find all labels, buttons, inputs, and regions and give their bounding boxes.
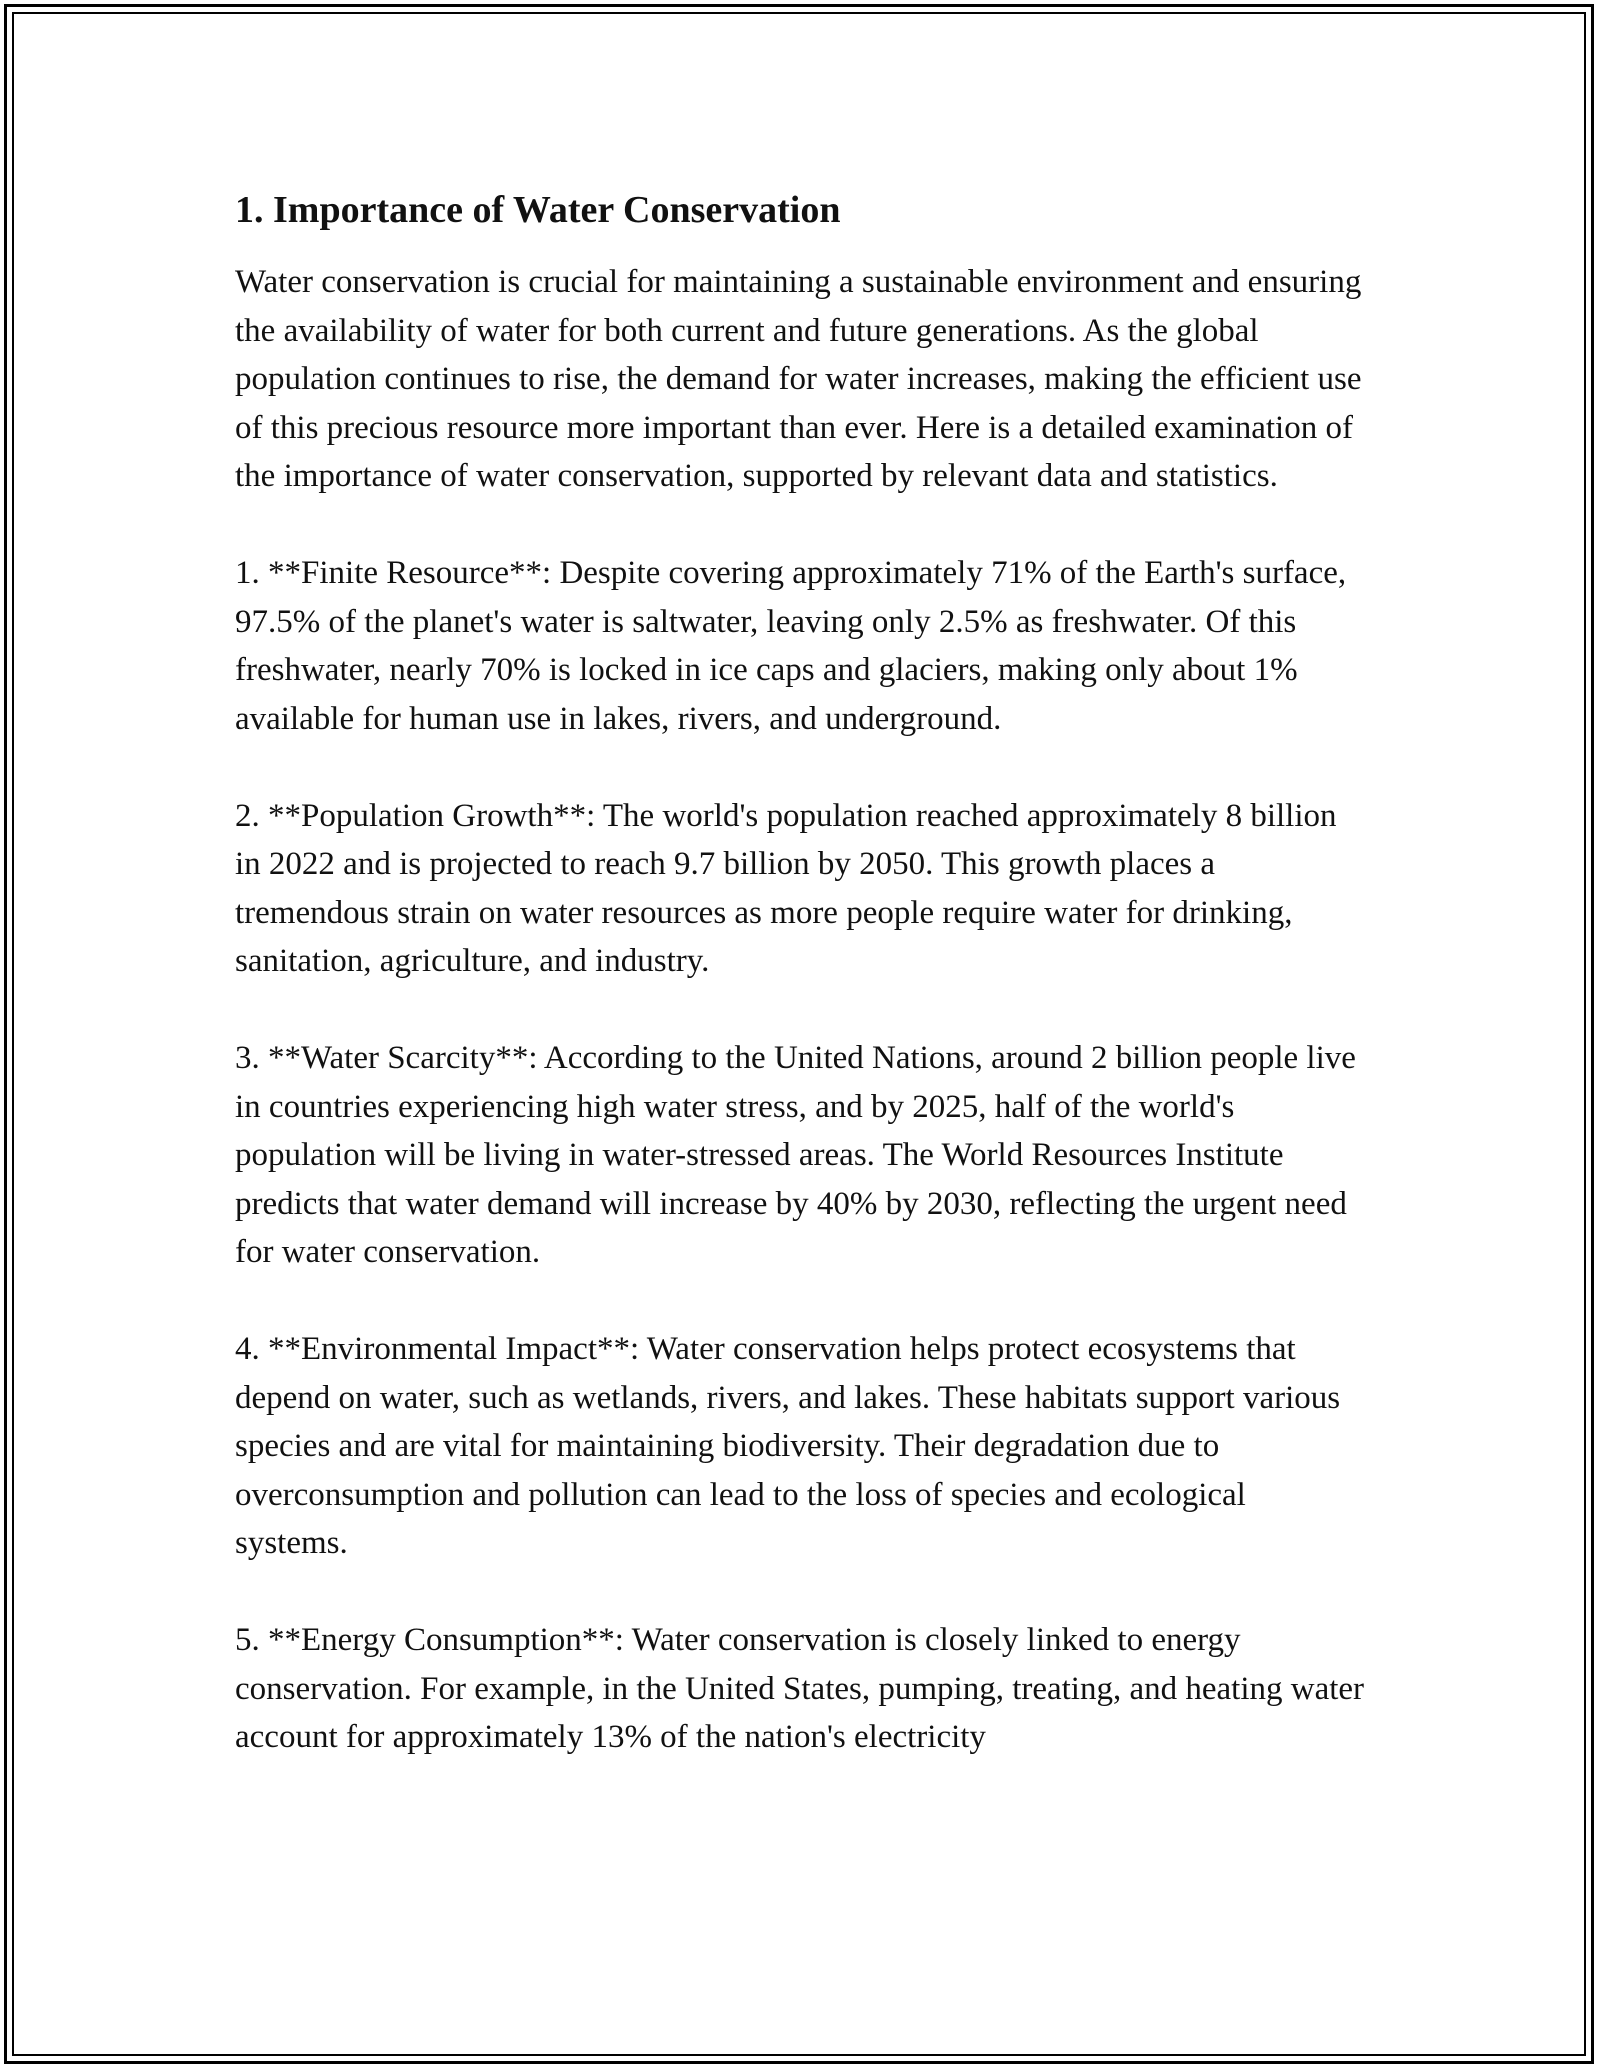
section-heading: 1. Importance of Water Conservation bbox=[235, 189, 841, 231]
point-population-growth: 2. **Population Growth**: The world's population reached approximately 8 billion in 2022 and is projected to reach 9.7 billion by 2050. This growth places a tremendous strain on water resources as more people require water for drinking, sanitation, agriculture, and industry. bbox=[235, 797, 1337, 979]
intro-paragraph: Water conservation is crucial for maintaining a sustainable environment and ensuring the availability of water for both current and future generations. As the global population continues to rise, the demand for water increases, making the efficient use of this precious resource more important than ever. Here is a detailed examination of the importance of water conservation, supported by relevant data and statistics. bbox=[235, 264, 1362, 494]
point-environmental-impact: 4. **Environmental Impact**: Water conservation helps protect ecosystems that depend on water, such as wetlands, rivers, and lakes. These habitats support various species and are vital for maintaining biodiversity. Their degradation due to overconsumption and pollution can lead to the loss of species and ecological systems. bbox=[235, 1331, 1341, 1561]
point-energy-consumption: 5. **Energy Consumption**: Water conservation is closely linked to energy conservation. For example, in the United States, pumping, treating, and heating water account for approximately 13% of the nation's electricity bbox=[235, 1622, 1365, 1755]
document-body bbox=[235, 186, 1365, 1762]
point-finite-resource: 1. **Finite Resource**: Despite covering approximately 71% of the Earth's surface, 97.5% of the planet's water is saltwater, leaving only 2.5% as freshwater. Of this freshwater, nearly 70% is locked in ice caps and glaciers, making only about 1% available for human use in lakes, rivers, and underground. bbox=[235, 555, 1347, 737]
point-water-scarcity: 3. **Water Scarcity**: According to the United Nations, around 2 billion people live in countries experiencing high water stress, and by 2025, half of the world's population will be living in water-stressed areas. The World Resources Institute predicts that water demand will increase by 40% by 2030, reflecting the urgent need for water conservation. bbox=[235, 1040, 1356, 1270]
